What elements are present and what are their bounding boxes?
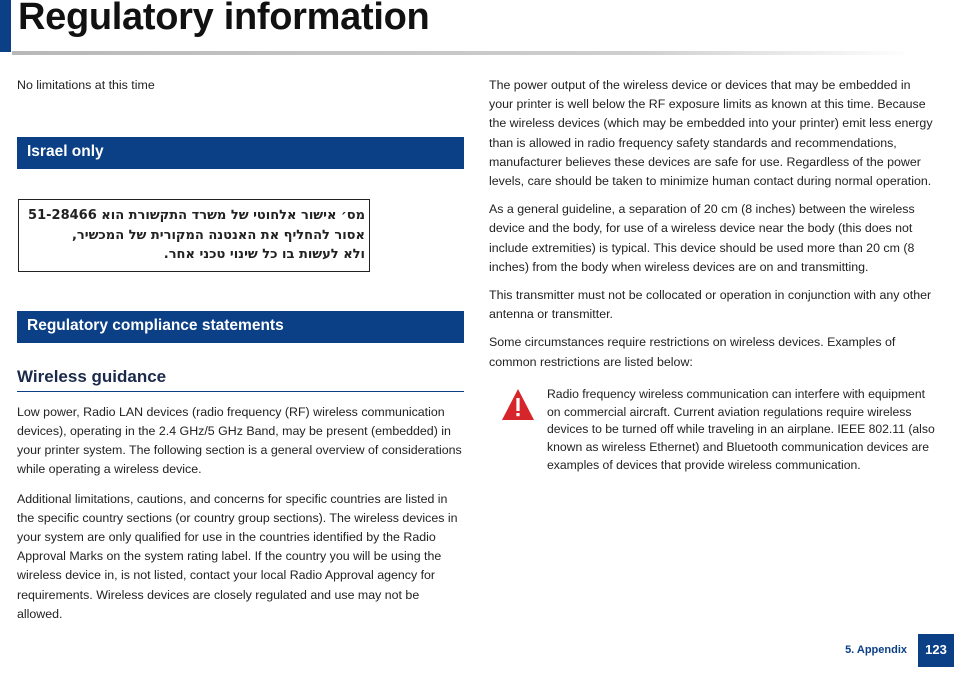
limitations-paragraph: Additional limitations, cautions, and concerns for specific countries are listed in the specific country sections (or country group sections). The wireless devices in your system are only qualified for use in the countries identified by the Radio Approval Marks on the system rating label. If the country you will be using the wireless device in, is not listed, contact your local Radio Approval agency for requirements. Wireless devices are closely regulated and use may not be allowed. [17,491,458,621]
collocation-paragraph: This transmitter must not be collocated or operation in conjunction with any other antenna or transmitter. [489,288,932,322]
wireless-paragraph: Low power, Radio LAN devices (radio frequency (RF) wireless communication devices), operating in the 2.4 GHz/5 GHz Band, may be present (embedded) in your printer system. The following section is a general overview of considerations while operating a wireless device. [17,404,462,477]
hebrew-line: ולא לעשות בו כל שינוי טכני אחר. [163,247,365,263]
page-number: 123 [918,634,954,667]
left-column [17,76,464,624]
warning-text: Radio frequency wireless communication can interfere with equipment on commercial aircraft. Current aviation regulations require wireless devices to be turned off while traveling in an airplane. IEEE 802.11 (also known as wireless Ethernet) and Bluetooth communication devices are examples of devices that provide wireless communication. [547,386,935,472]
israel-section-heading: Israel only [17,137,464,169]
restrictions-paragraph: Some circumstances require restrictions on wireless devices. Examples of common restrictions are listed below: [489,335,896,369]
wireless-guidance-heading: Wireless guidance [17,367,464,392]
right-column [489,76,937,474]
title-accent-bar [0,0,11,52]
intro-text: No limitations at this time [17,78,155,92]
footer-section-label: 5. Appendix [845,644,907,656]
israel-notice-box [18,199,370,272]
title-divider [12,51,912,55]
warning-triangle-icon [489,386,547,426]
compliance-section-heading: Regulatory compliance statements [17,311,464,343]
warning-note [489,386,937,475]
page-title: Regulatory information [18,0,430,38]
power-output-paragraph: The power output of the wireless device or devices that may be embedded in your printer is well below the RF exposure limits as known at this time. Because the wireless devices (which may be embedded into your printer) emit less energy than is allowed in radio frequency safety standards and recommendations, manufacturer believes these devices are safe for use. Regardless of the power levels, care should be taken to minimize human contact during normal operation. [489,78,933,189]
separation-paragraph: As a general guideline, a separation of 20 cm (8 inches) between the wireless device and the body, for use of a wireless device near the body (this does not include extremities) is typical. This device should be used more than 20 cm (8 inches) from the body when wireless devices are on and transmitting. [489,202,915,274]
hebrew-line: אסור להחליף את האנטנה המקורית של המכשיר, [71,227,365,243]
hebrew-line: מס׳ אישור אלחוטי של משרד התקשורת הוא 51-28466 [28,208,365,224]
